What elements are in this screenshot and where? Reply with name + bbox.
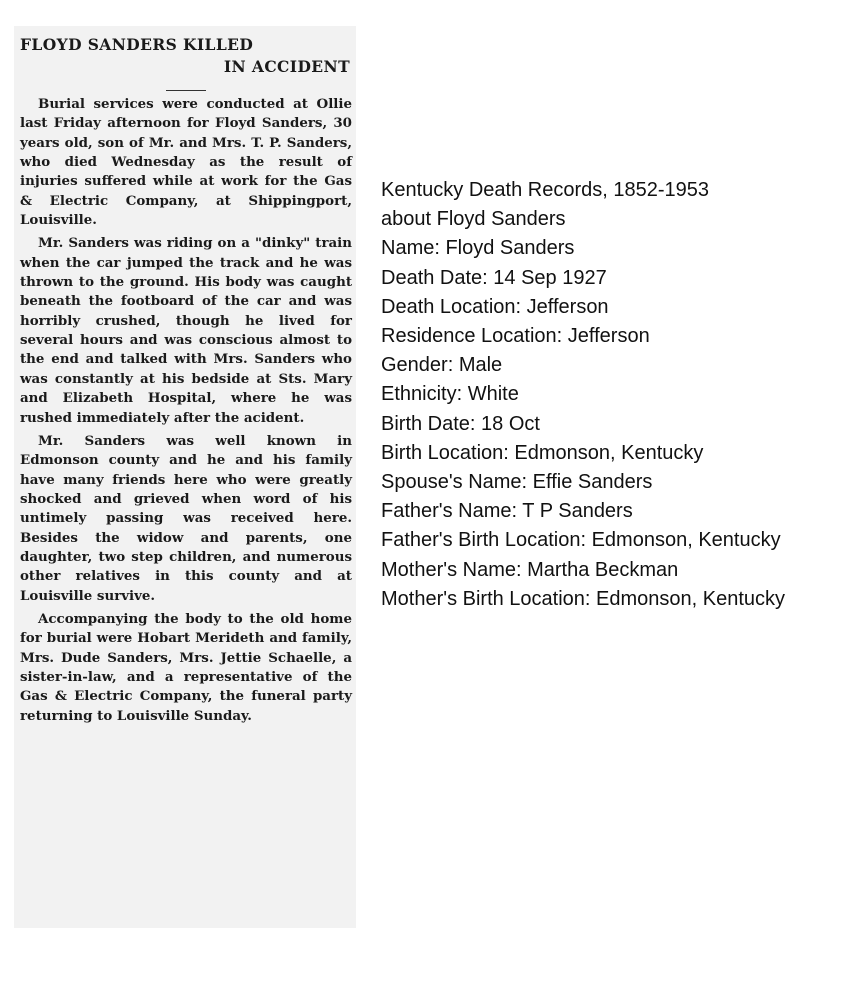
record-field-birth-location: Birth Location: Edmonson, Kentucky <box>381 441 704 464</box>
death-record <box>381 176 861 614</box>
record-field-mother-name: Mother's Name: Martha Beckman <box>381 558 679 581</box>
article-paragraph: Mr. Sanders was well known in Edmonson county and he and his family have many friends here who were greatly shocked and grieved when word of his untimely passing was received here. Besides the widow and parents, one daughter, two step children, and numerous other relatives in this county and at Louisville survive. <box>20 432 352 604</box>
record-field-residence-location: Residence Location: Jefferson <box>381 325 650 348</box>
record-field-spouse-name: Spouse's Name: Effie Sanders <box>381 471 653 494</box>
headline-divider <box>166 90 206 91</box>
record-field-father-birth-location: Father's Birth Location: Edmonson, Kentucky <box>381 529 781 552</box>
headline-line-1: FLOYD SANDERS KILLED <box>20 35 254 54</box>
record-field-ethnicity: Ethnicity: White <box>381 383 519 406</box>
article-paragraph: Burial services were conducted at Ollie last Friday afternoon for Floyd Sanders, 30 years old, son of Mr. and Mrs. T. P. Sanders, who died Wednesday as the result of injuries suffered while at work for the Gas & Electric Company, at Shippingport, Louisville. <box>20 96 352 229</box>
record-field-name: Name: Floyd Sanders <box>381 237 575 260</box>
article-paragraph: Mr. Sanders was riding on a "dinky" train when the car jumped the track and he was thrown to the ground. His body was caught beneath the footboard of the car and was horribly crushed, though he lived for several hours and was conscious almost to the end and talked with Mrs. Sanders who was constantly at his bedside at Sts. Mary and Elizabeth Hospital, where he was rushed immediately after the acident. <box>20 235 352 426</box>
record-field-death-location: Death Location: Jefferson <box>381 295 609 318</box>
headline-line-2: IN ACCIDENT <box>223 57 350 76</box>
record-field-father-name: Father's Name: T P Sanders <box>381 500 633 523</box>
record-field-gender: Gender: Male <box>381 354 503 377</box>
article-paragraph: Accompanying the body to the old home for burial were Hobart Merideth and family, Mrs. Dude Sanders, Mrs. Jettie Schaelle, a sister-in-law, and a representative of the Gas & Electric Company, the funeral party returning to Louisville Sunday. <box>20 610 352 724</box>
record-field-birth-date: Birth Date: 18 Oct <box>381 412 540 435</box>
headline <box>20 34 352 78</box>
record-title: Kentucky Death Records, 1852-1953 <box>381 179 709 201</box>
record-field-mother-birth-location: Mother's Birth Location: Edmonson, Kentucky <box>381 587 786 610</box>
newspaper-clipping <box>14 26 356 928</box>
record-subtitle: about Floyd Sanders <box>381 208 566 231</box>
record-field-death-date: Death Date: 14 Sep 1927 <box>381 266 607 289</box>
